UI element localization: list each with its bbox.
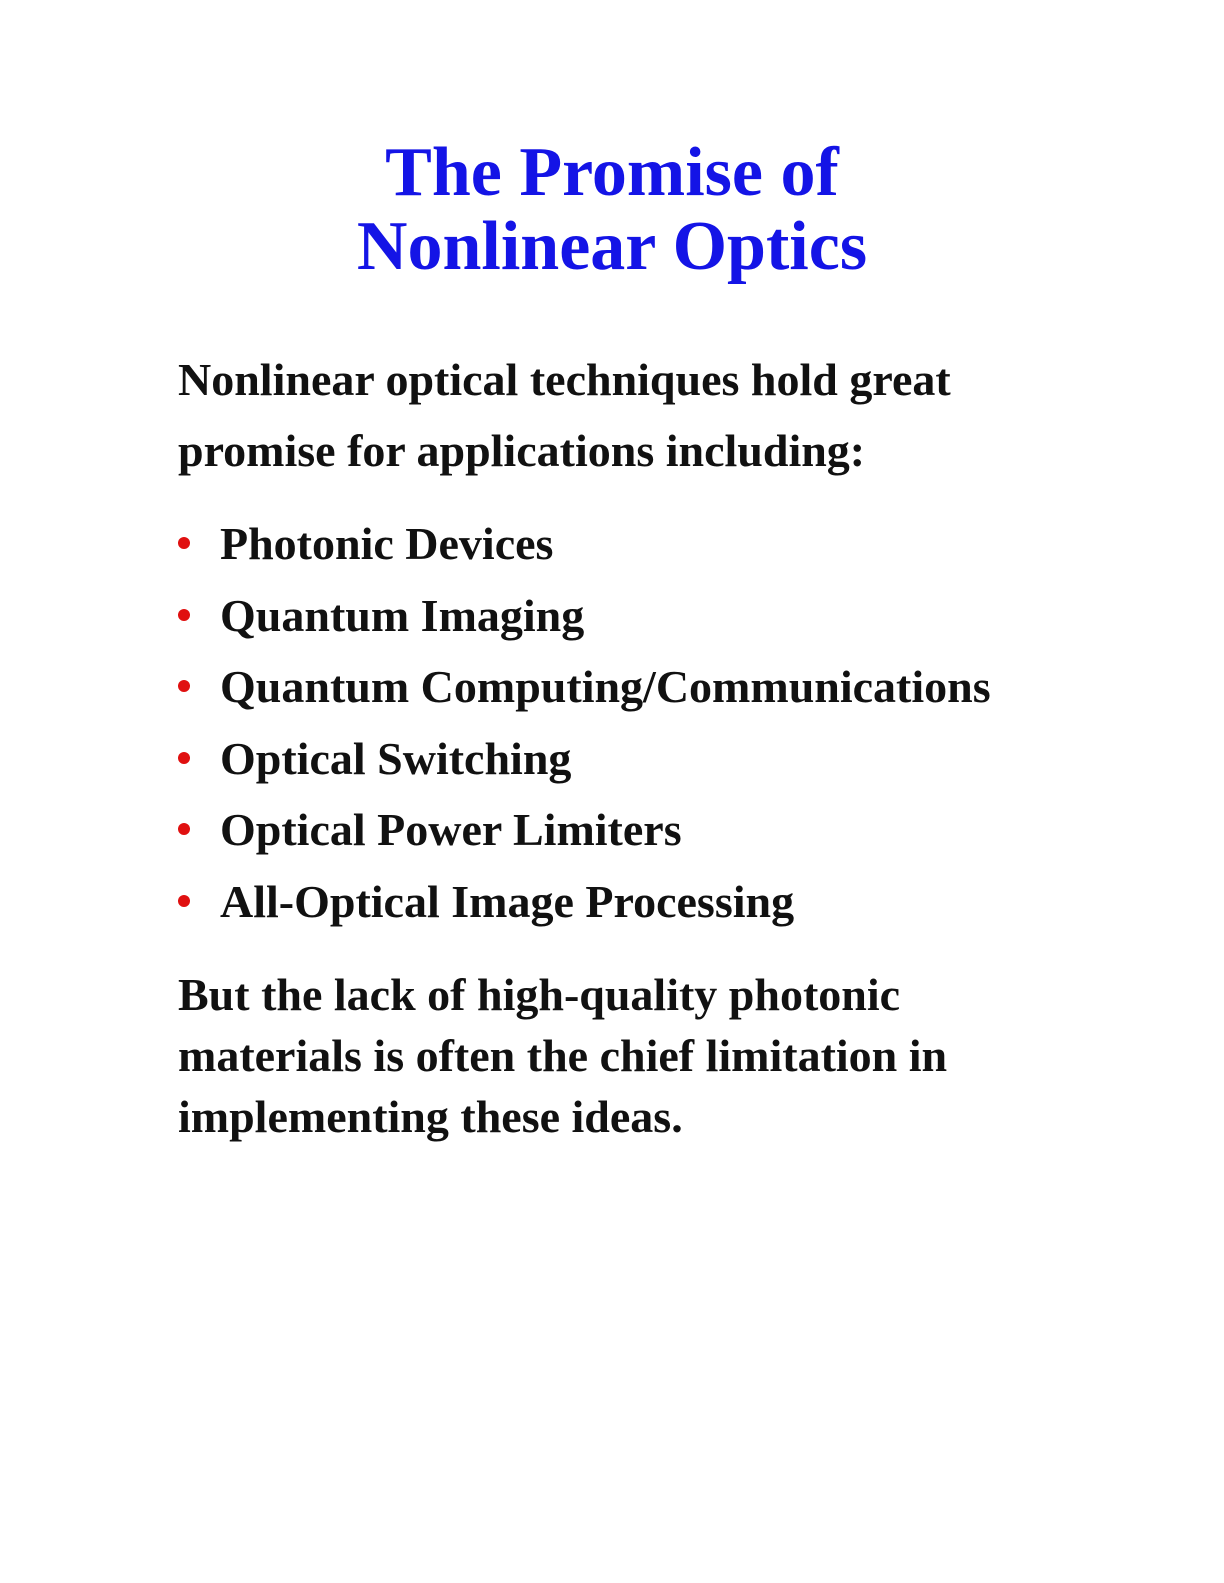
bullet-icon xyxy=(178,895,190,907)
page-title xyxy=(0,136,1224,284)
intro-line-2: promise for applications including: xyxy=(178,425,866,476)
bullet-icon xyxy=(178,752,190,764)
list-item-label: Quantum Computing/Communications xyxy=(220,661,991,712)
intro-paragraph xyxy=(178,344,1078,486)
closing-line-3: implementing these ideas. xyxy=(178,1091,683,1142)
title-line-1: The Promise of xyxy=(385,134,839,211)
bullet-icon xyxy=(178,680,190,692)
bullet-icon xyxy=(178,823,190,835)
bullet-icon xyxy=(178,537,190,549)
list-item-label: Quantum Imaging xyxy=(220,589,585,641)
closing-line-2: materials is often the chief limitation in xyxy=(178,1030,948,1081)
list-item-label: All-Optical Image Processing xyxy=(220,875,795,927)
list-item-label: Optical Switching xyxy=(220,732,572,784)
list-item-label: Optical Power Limiters xyxy=(220,804,682,855)
bullet-icon xyxy=(178,609,190,621)
closing-paragraph xyxy=(178,964,1128,1147)
intro-line-1: Nonlinear optical techniques hold great xyxy=(178,354,951,405)
title-line-2: Nonlinear Optics xyxy=(356,208,868,285)
list-item-label: Photonic Devices xyxy=(220,518,554,569)
closing-line-1: But the lack of high-quality photonic xyxy=(178,969,901,1020)
